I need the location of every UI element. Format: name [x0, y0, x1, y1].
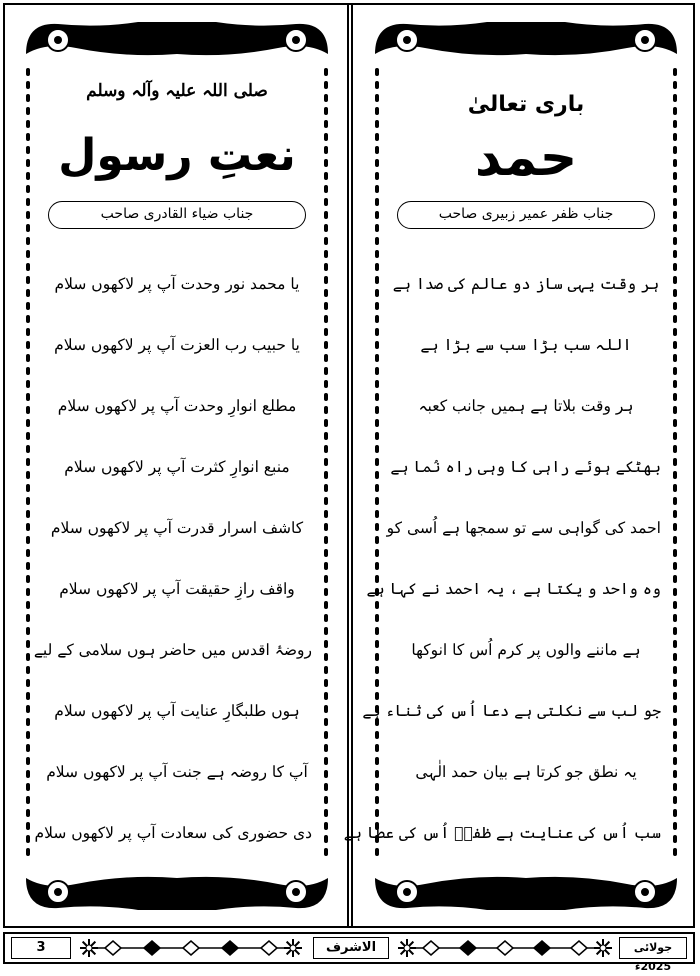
verse-line: روضۂ اقدس میں حاضر ہوں سلامی کے لیے: [33, 641, 312, 659]
hamd-title: حمد: [474, 128, 578, 188]
hamd-column: [343, 14, 685, 918]
verse-line: یا حبیب رب العزت آپ پر لاکھوں سلام: [54, 336, 300, 354]
naat-title: نعتِ رسول: [58, 130, 296, 181]
page-footer: [3, 932, 695, 973]
verse-line: یا محمد نور وحدت آپ پر لاکھوں سلام: [54, 275, 300, 293]
magazine-name: الاشرف: [313, 937, 389, 959]
verse-line: آپ کا روضہ ہے جنت آپ پر لاکھوں سلام: [46, 763, 308, 781]
verse-list: [33, 254, 312, 864]
verse-line: ہوں طلبگارِ عنایت آپ پر لاکھوں سلام: [54, 702, 300, 720]
verse-line: واقف رازِ حقیقت آپ پر لاکھوں سلام: [59, 580, 295, 598]
verse-line: منبع انوارِ کثرت آپ پر لاکھوں سلام: [64, 458, 290, 476]
verse-line: دی حضوری کی سعادت آپ پر لاکھوں سلام: [34, 824, 312, 842]
verse-line: وہ واحد و یکتا ہے ، یہ احمد نے کہا ہے: [366, 580, 661, 598]
naat-column: [18, 14, 336, 918]
verse-line: اللہ سب بڑا سب سے بڑا ہے: [420, 336, 632, 354]
column-divider: [351, 3, 353, 928]
verse-line: کاشف اسرار قدرت آپ پر لاکھوں سلام: [50, 519, 304, 537]
footer-ornament: [77, 936, 305, 960]
salutation: صلی اللہ علیہ وآلہ وسلم: [86, 81, 268, 101]
footer-ornament: [395, 936, 615, 960]
verse-line: بھٹکے ہوئے راہی کا وہی راہ نُما ہے: [390, 458, 661, 476]
page-number: 3: [11, 937, 71, 959]
verse-line: مطلع انوارِ وحدت آپ پر لاکھوں سلام: [57, 397, 297, 415]
verse-line: جو لب سے نکلتی ہے دعا اُس کی ثناء ہے: [362, 702, 661, 720]
hamd-subtitle: باری تعالیٰ: [467, 92, 585, 117]
column-divider: [347, 3, 349, 928]
verse-line: سب اُس کی عنایت ہے ظفرؔ اُس کی عطا ہے: [343, 824, 661, 842]
verse-line: احمد کی گواہی سے تو سمجھا ہے اُسی کو: [386, 519, 661, 537]
verse-line: ہر وقت یہی ساز دو عالم کی صدا ہے: [392, 275, 660, 293]
verse-line: یہ نطق جو کرتا ہے بیان حمد الٰہی: [415, 763, 637, 781]
issue-date: جولائی 2025ء: [619, 937, 687, 959]
verse-line: ہے ماننے والوں پر کرم اُس کا انوکھا: [411, 641, 641, 659]
poet-name: جناب ضیاء القادری صاحب: [48, 201, 306, 229]
verse-line: ہر وقت بلاتا ہے ہمیں جانب کعبہ: [418, 397, 634, 415]
poet-name: جناب ظفر عمیر زبیری صاحب: [397, 201, 655, 229]
verse-list: [343, 254, 661, 864]
